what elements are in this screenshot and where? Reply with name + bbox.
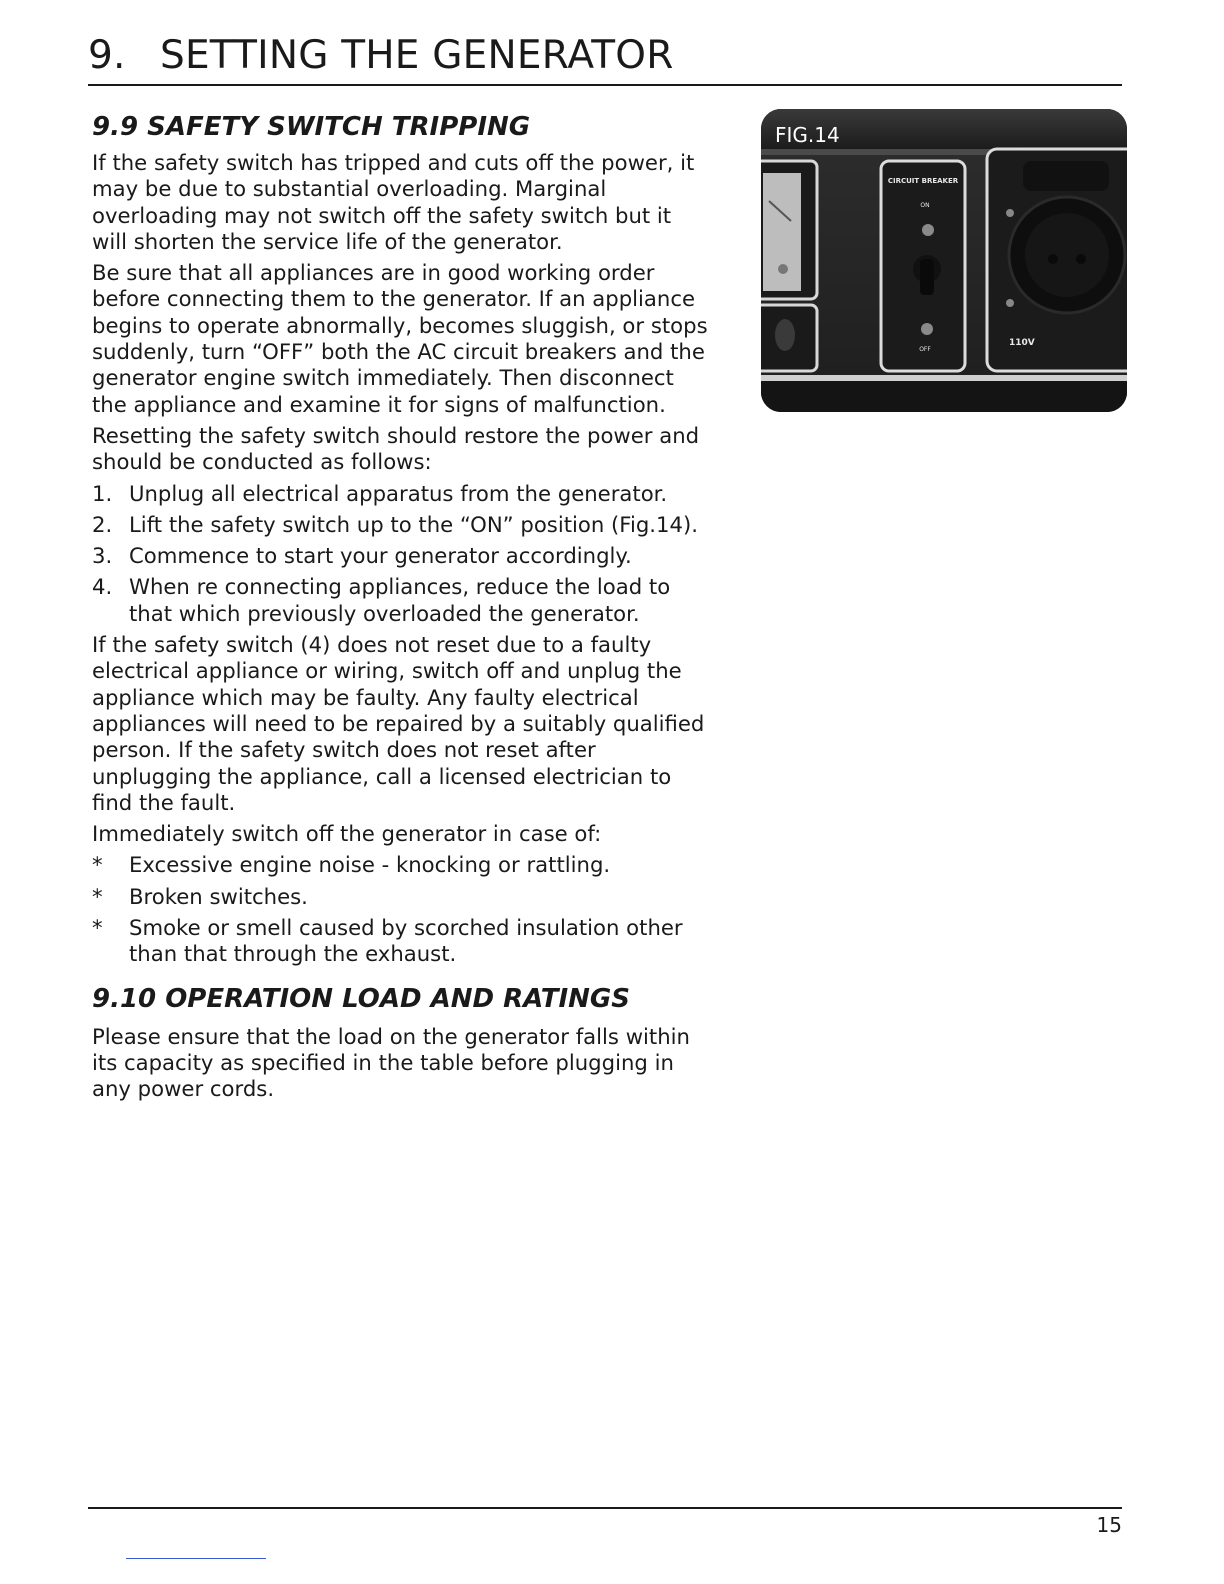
list-item-text: Excessive engine noise - knocking or rattling.	[129, 852, 611, 878]
list-item	[92, 884, 712, 910]
page-title	[88, 30, 1122, 82]
list-item-text: Smoke or smell caused by scorched insulation other than that through the exhaust.	[129, 915, 683, 967]
list-item-text: When re connecting appliances, reduce the load to that which previously overloaded the generator.	[129, 574, 671, 626]
list-item	[92, 481, 712, 507]
main-column	[92, 110, 712, 1108]
list-marker: 3.	[92, 543, 113, 569]
section-heading-9-10: 9.10 OPERATION LOAD AND RATINGS	[92, 983, 631, 1014]
section-heading-9-9: 9.9 SAFETY SWITCH TRIPPING	[92, 112, 531, 142]
socket-voltage-label: 110V	[1009, 338, 1035, 348]
list-item-text: Commence to start your generator accordingly.	[129, 543, 632, 569]
breaker-on-label: ON	[920, 202, 930, 209]
list-item	[92, 574, 712, 627]
reset-steps-list	[92, 481, 712, 627]
figure-control-panel	[761, 109, 1127, 412]
chapter-number: 9.	[88, 33, 126, 78]
paragraph: If the safety switch has tripped and cuts off the power, it may be due to substantial overloading. Marginal overloading may not switch off the safety switch but it will shorten the service life of the generator.	[92, 150, 695, 254]
header-rule	[88, 84, 1122, 86]
list-item-text: Unplug all electrical apparatus from the generator.	[129, 480, 668, 506]
list-item	[92, 543, 712, 569]
paragraph: Resetting the safety switch should restore the power and should be conducted as follows:	[92, 422, 700, 475]
list-marker: 4.	[92, 574, 113, 600]
list-item-text: Lift the safety switch up to the “ON” position (Fig.14).	[129, 511, 698, 537]
link-underline	[126, 1558, 266, 1559]
page-number: 15	[1096, 1513, 1122, 1537]
list-item-text: Broken switches.	[129, 883, 308, 909]
list-marker: *	[92, 915, 103, 941]
breaker-off-label: OFF	[919, 346, 931, 353]
list-marker: 2.	[92, 511, 113, 537]
list-marker: *	[92, 852, 103, 878]
breaker-label: CIRCUIT BREAKER	[887, 177, 959, 185]
list-marker: *	[92, 883, 103, 909]
list-item	[92, 852, 712, 878]
paragraph: If the safety switch (4) does not reset due to a faulty electrical appliance or wiring, switch off and unplug the appliance which may be faulty. Any faulty electrical appliances will need to be repaired by a suitably qualified person. If the safety switch does not reset after unplugging the appliance, call a licensed electrician to find the fault.	[92, 632, 705, 815]
paragraph: Be sure that all appliances are in good working order before connecting them to the generator. If an appliance begins to operate abnormally, becomes sluggish, or stops suddenly, turn “OFF” both the AC circuit breakers and the generator engine switch immediately. Then disconnect the appliance and examine it for signs of malfunction.	[92, 260, 708, 417]
list-item	[92, 915, 712, 968]
paragraph: Immediately switch off the generator in case of:	[92, 821, 602, 847]
paragraph: Please ensure that the load on the generator falls within its capacity as specified in the table before plugging in any power cords.	[92, 1023, 690, 1102]
list-item	[92, 512, 712, 538]
footer-rule	[88, 1507, 1122, 1509]
page-header	[88, 30, 1122, 82]
hazards-list	[92, 852, 712, 967]
list-marker: 1.	[92, 480, 113, 506]
chapter-title: SETTING THE GENERATOR	[160, 33, 674, 78]
control-panel-photo	[761, 109, 1127, 412]
figure-label: FIG.14	[775, 123, 840, 147]
